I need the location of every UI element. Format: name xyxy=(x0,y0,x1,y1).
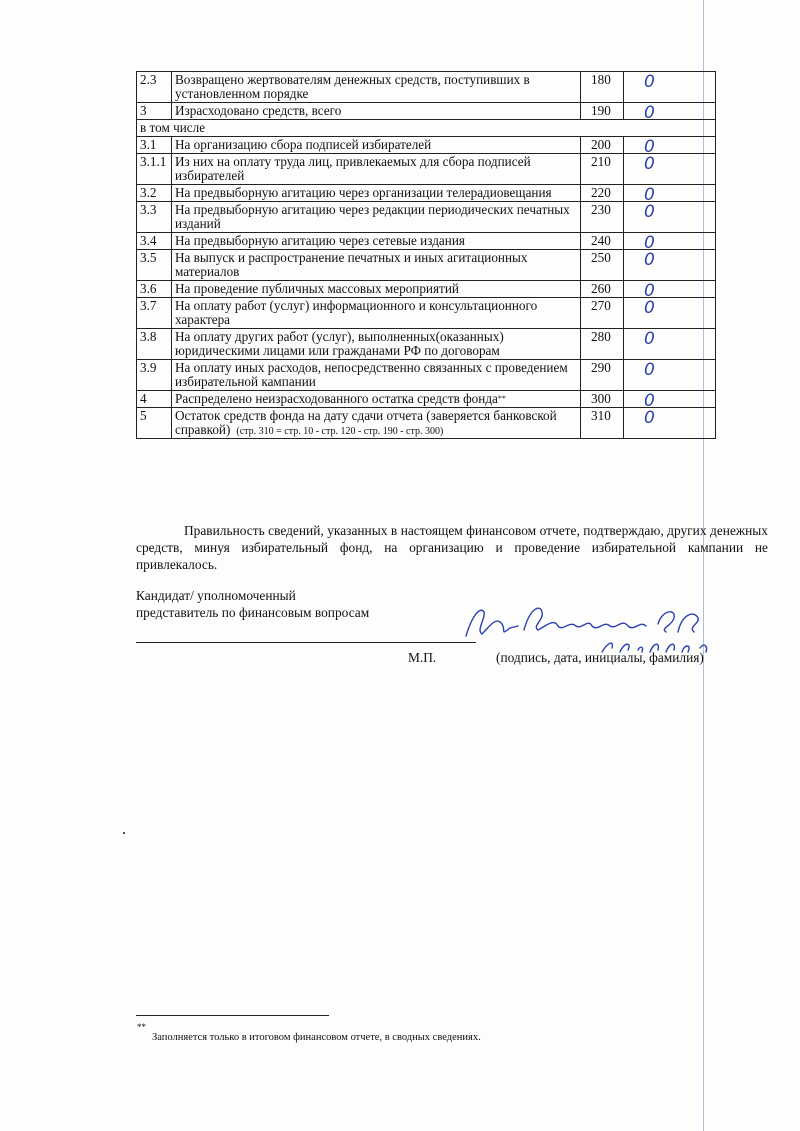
handwritten-amount: 0 xyxy=(644,202,655,222)
footnote-separator xyxy=(136,1015,329,1016)
row-description-text: На проведение публичных массовых мероприятий xyxy=(175,281,459,296)
row-description-text: Распределено неизрасходованного остатка средств фонда xyxy=(175,391,498,406)
row-number: 3.9 xyxy=(137,360,172,391)
table-row xyxy=(137,298,716,329)
table-row xyxy=(137,408,716,439)
row-number: 4 xyxy=(137,391,172,408)
table-row xyxy=(137,329,716,360)
row-amount-cell xyxy=(624,137,716,157)
row-description xyxy=(172,408,581,439)
row-number: 3.6 xyxy=(137,281,172,298)
handwritten-amount: 0 xyxy=(644,391,655,411)
handwritten-signature xyxy=(462,596,722,656)
table-row xyxy=(137,185,716,202)
row-description xyxy=(172,281,581,298)
stamp-place-label: М.П. xyxy=(408,650,437,665)
row-description-text: На предвыборную агитацию через организации телерадиовещания xyxy=(175,185,552,200)
row-amount-cell xyxy=(624,250,716,281)
row-line-code: 310 xyxy=(581,408,624,439)
handwritten-amount: 0 xyxy=(644,137,655,157)
row-description xyxy=(172,202,581,233)
row-amount-cell xyxy=(624,391,716,411)
scan-speck xyxy=(123,832,125,834)
row-description-text: На организацию сбора подписей избирателей xyxy=(175,137,432,152)
footnote-mark: ** xyxy=(137,1022,146,1032)
row-line-code: 180 xyxy=(581,72,624,103)
row-description-text: Израсходовано средств, всего xyxy=(175,103,342,118)
candidate-label xyxy=(136,587,369,621)
handwritten-amount: 0 xyxy=(644,233,655,253)
candidate-label-line1: Кандидат/ уполномоченный xyxy=(136,588,296,603)
table-row xyxy=(137,103,716,120)
row-line-code: 190 xyxy=(581,103,624,120)
row-line-code: 250 xyxy=(581,250,624,281)
table-row xyxy=(137,137,716,154)
candidate-label-line2: представитель по финансовым вопросам xyxy=(136,605,370,620)
row-line-code: 300 xyxy=(581,391,624,408)
row-amount-cell xyxy=(624,233,716,253)
row-amount-cell xyxy=(624,185,716,205)
row-formula-note: (стр. 310 = стр. 10 - стр. 120 - стр. 190 - стр. 300) xyxy=(236,426,444,437)
row-number: 3 xyxy=(137,103,172,120)
row-description-text: На предвыборную агитацию через сетевые издания xyxy=(175,233,465,248)
row-description-text: На предвыборную агитацию через редакции периодических печатных изданий xyxy=(175,202,570,231)
row-number: 3.2 xyxy=(137,185,172,202)
row-number: 3.3 xyxy=(137,202,172,233)
row-amount-cell xyxy=(624,281,716,301)
row-amount-cell xyxy=(624,103,716,123)
row-description xyxy=(172,233,581,250)
table-row xyxy=(137,360,716,391)
row-description-text: На оплату работ (услуг) информационного и консультационного характера xyxy=(175,298,538,327)
row-number: 3.7 xyxy=(137,298,172,329)
row-line-code: 210 xyxy=(581,154,624,185)
row-number: 3.1.1 xyxy=(137,154,172,185)
row-number: 5 xyxy=(137,408,172,439)
row-amount-cell xyxy=(624,154,716,185)
row-line-code: 270 xyxy=(581,298,624,329)
row-description xyxy=(172,72,581,103)
row-amount-cell xyxy=(624,72,716,103)
row-description xyxy=(172,329,581,360)
handwritten-amount: 0 xyxy=(644,103,655,123)
row-line-code: 220 xyxy=(581,185,624,202)
row-amount-cell xyxy=(624,298,716,329)
table-row xyxy=(137,202,716,233)
row-description xyxy=(172,298,581,329)
row-number: 3.5 xyxy=(137,250,172,281)
row-line-code: 200 xyxy=(581,137,624,154)
row-description xyxy=(172,185,581,202)
table-row xyxy=(137,281,716,298)
financial-report-table xyxy=(136,71,716,439)
table-row xyxy=(137,154,716,185)
handwritten-amount: 0 xyxy=(644,154,655,174)
confirmation-paragraph: Правильность сведений, указанных в настоящем финансовом отчете, подтверждаю, других денежных средств, минуя избирательный фонд, на организацию и проведение избирательной кампании не привлекалось. xyxy=(136,523,768,572)
row-description-text: На оплату других работ (услуг), выполненных(оказанных) юридическими лицами или гражданами РФ по договорам xyxy=(175,329,504,358)
row-description-text: Возвращено жертвователям денежных средств, поступивших в установленном порядке xyxy=(175,72,530,101)
row-description xyxy=(172,360,581,391)
row-line-code: 240 xyxy=(581,233,624,250)
handwritten-amount: 0 xyxy=(644,329,655,349)
footnote-reference: ** xyxy=(497,394,506,403)
row-line-code: 230 xyxy=(581,202,624,233)
footnote-text: Заполняется только в итоговом финансовом отчете, в сводных сведениях. xyxy=(152,1032,481,1043)
row-description-text: На выпуск и распространение печатных и иных агитационных материалов xyxy=(175,250,528,279)
row-line-code: 280 xyxy=(581,329,624,360)
row-description xyxy=(172,391,581,408)
table-row xyxy=(137,72,716,103)
row-number: 3.4 xyxy=(137,233,172,250)
row-amount-cell xyxy=(624,202,716,233)
handwritten-amount: 0 xyxy=(644,298,655,318)
row-number: 3.1 xyxy=(137,137,172,154)
row-amount-cell xyxy=(624,360,716,391)
section-label: в том числе xyxy=(137,120,716,137)
table-row xyxy=(137,391,716,408)
signature-caption: (подпись, дата, инициалы, фамилия) xyxy=(496,650,704,665)
row-description-text: Остаток средств фонда на дату сдачи отчета (заверяется банковской справкой) xyxy=(175,408,557,437)
row-amount-cell xyxy=(624,408,716,439)
handwritten-amount: 0 xyxy=(644,250,655,270)
row-description-text: На оплату иных расходов, непосредственно связанных с проведением избирательной кампании xyxy=(175,360,568,389)
row-description xyxy=(172,137,581,154)
handwritten-amount: 0 xyxy=(644,185,655,205)
handwritten-amount: 0 xyxy=(644,408,655,428)
row-description xyxy=(172,103,581,120)
row-description-text: Из них на оплату труда лиц, привлекаемых для сбора подписей избирателей xyxy=(175,154,531,183)
handwritten-amount: 0 xyxy=(644,360,655,380)
row-line-code: 290 xyxy=(581,360,624,391)
row-line-code: 260 xyxy=(581,281,624,298)
row-description xyxy=(172,250,581,281)
handwritten-amount: 0 xyxy=(644,72,655,92)
table-row xyxy=(137,233,716,250)
row-number: 3.8 xyxy=(137,329,172,360)
row-description xyxy=(172,154,581,185)
handwritten-amount: 0 xyxy=(644,281,655,301)
table-section-row xyxy=(137,120,716,137)
row-number: 2.3 xyxy=(137,72,172,103)
table-row xyxy=(137,250,716,281)
signature-line xyxy=(136,642,476,643)
row-amount-cell xyxy=(624,329,716,360)
